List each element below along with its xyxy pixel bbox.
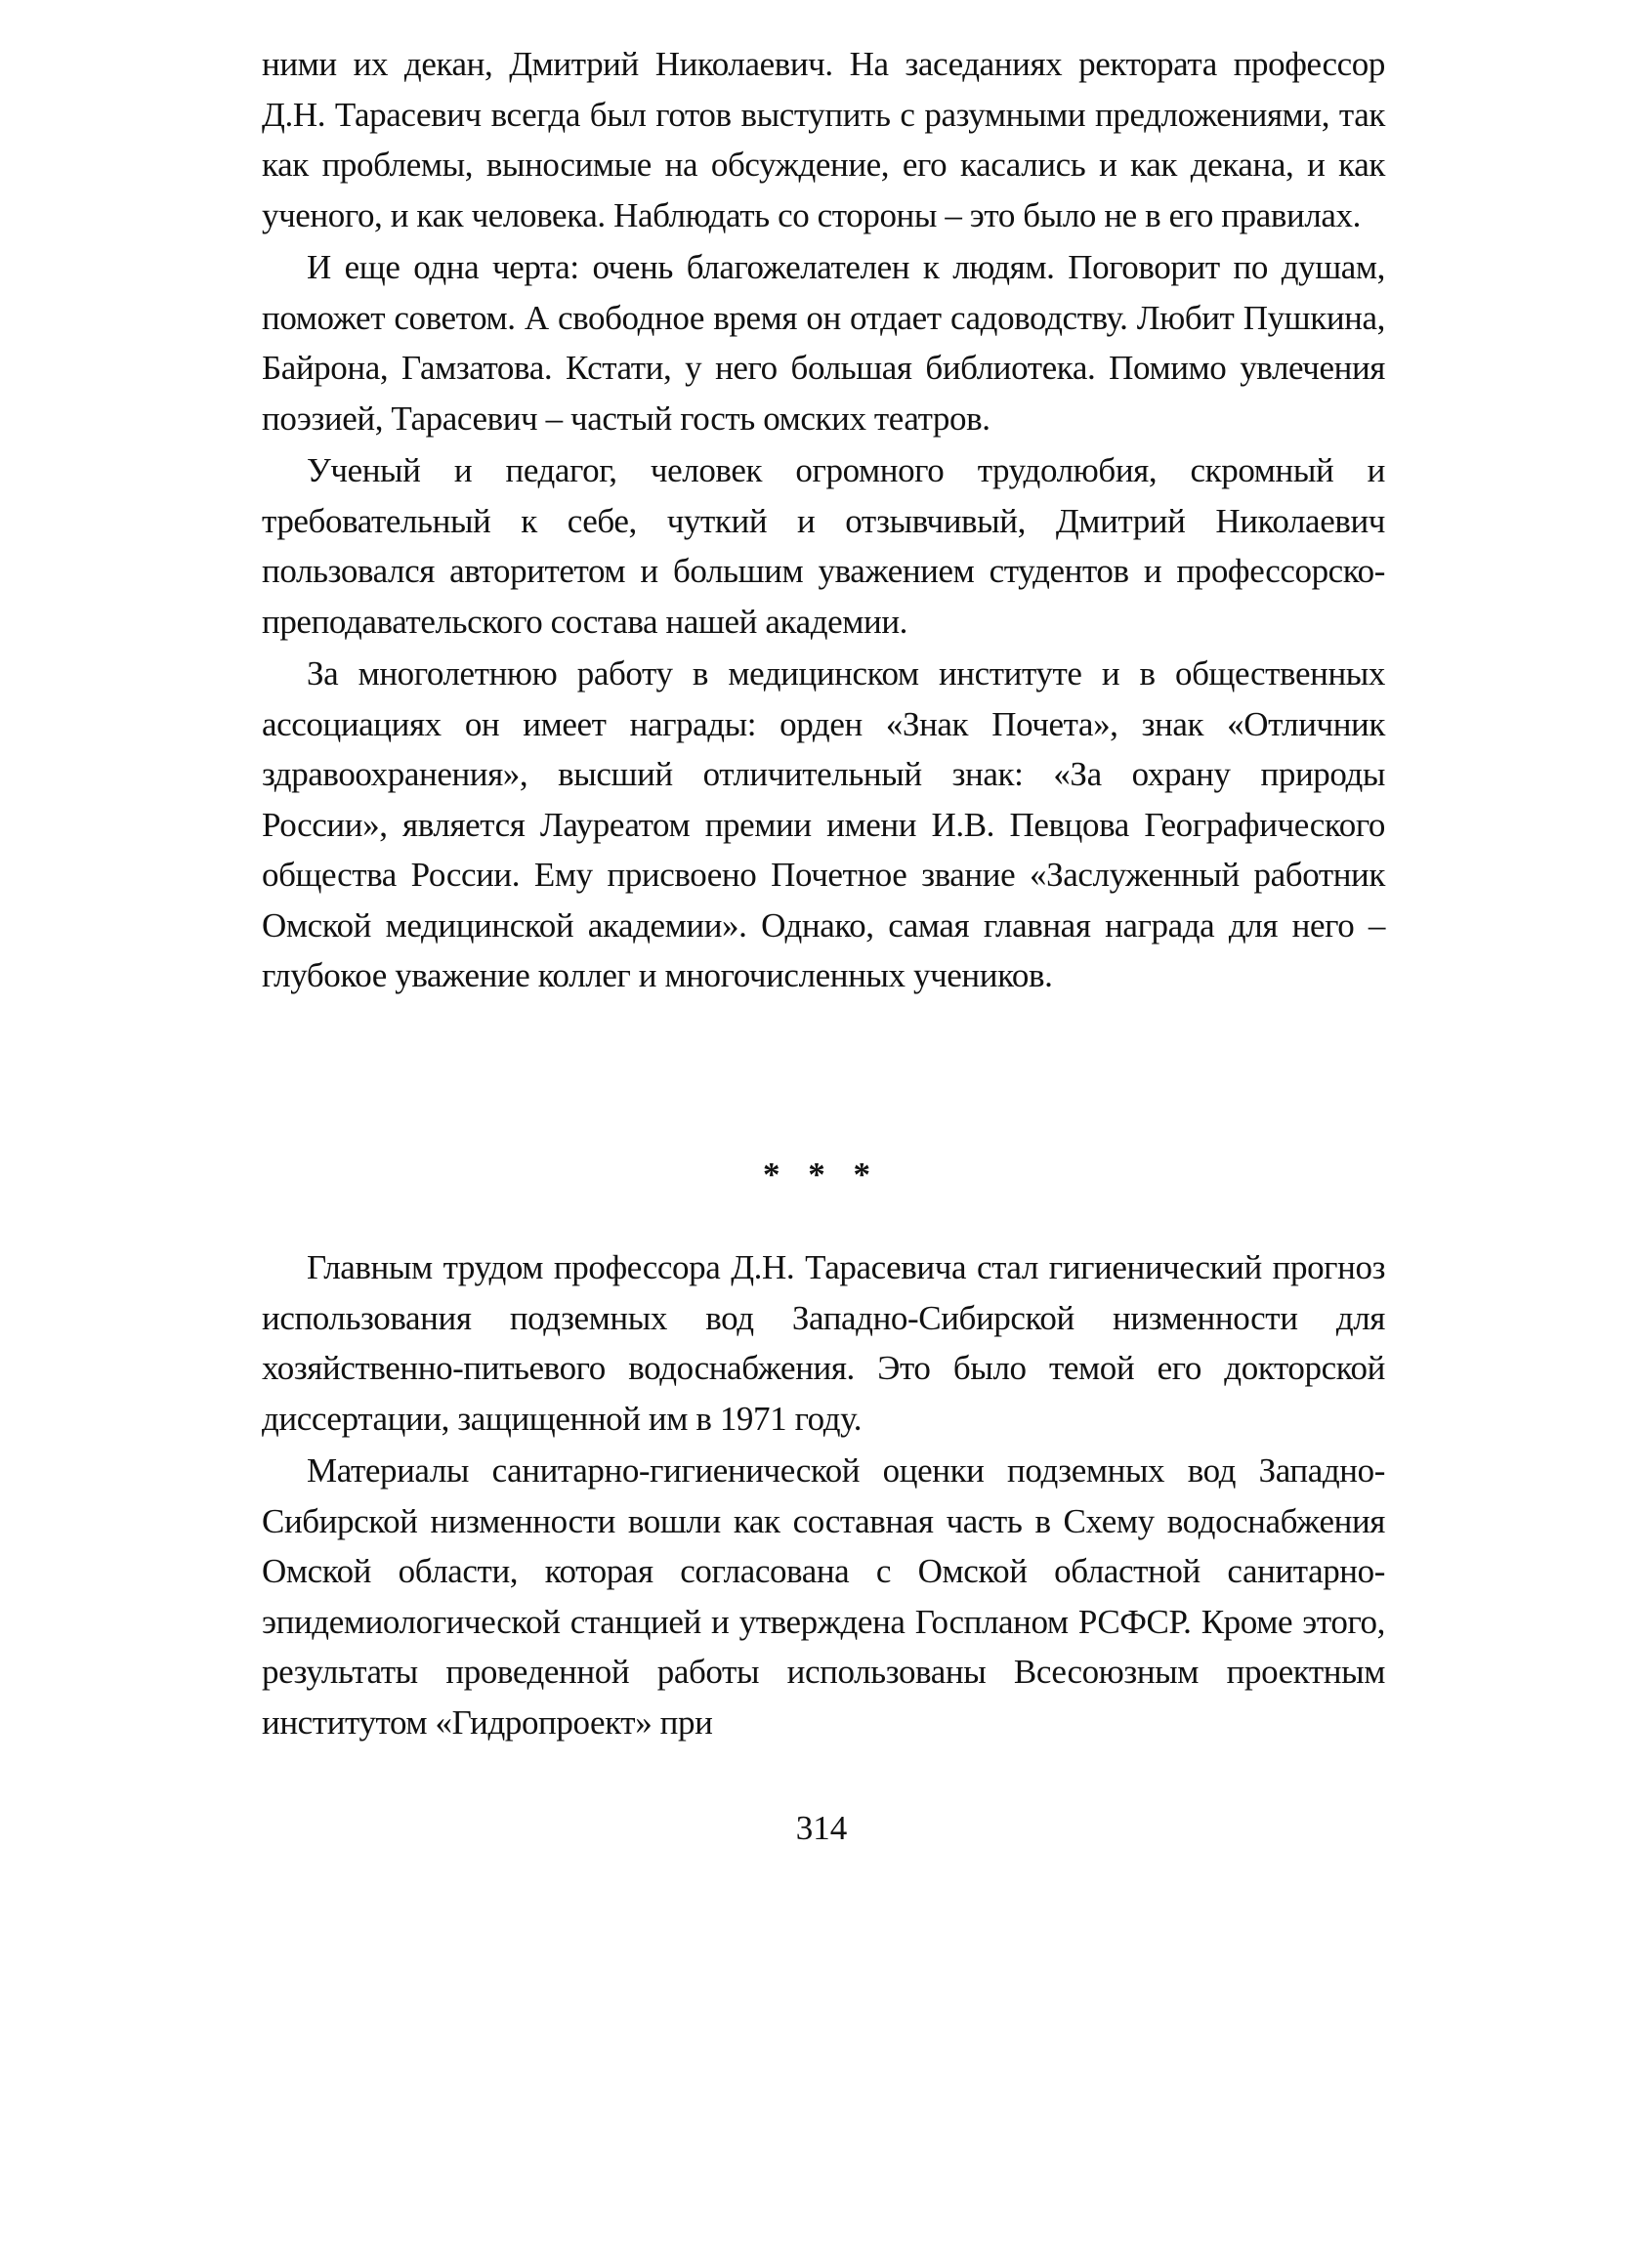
paragraph: За многолетнюю работу в медицинском институте и в общественных ассоциациях он имеет награды: орден «Знак Почета», знак «Отличник здравоохранения», высший отличительный знак: «За охрану природы России», является Лауреатом премии имени И.В. Певцова Географического общества России. Ему присвоено Почетное звание «Заслуженный работник Омской медицинской академии». Однако, самая главная награда для него – глубокое уважение коллег и многочисленных учеников. <box>262 654 1385 994</box>
text-section-top <box>262 39 1385 1003</box>
paragraph: Главным трудом профессора Д.Н. Тарасевича стал гигиенический прогноз использования подземных вод Западно-Сибирской низменности для хозяйственно-питьевого водоснабжения. Это было темой его докторской диссертации, защищенной им в 1971 году. <box>262 1248 1385 1438</box>
paragraph: И еще одна черта: очень благожелателен к людям. Поговорит по душам, поможет советом. А свободное время он отдает садоводству. Любит Пушкина, Байрона, Гамзатова. Кстати, у него большая библиотека. Помимо увлечения поэзией, Тарасевич – частый гость омских театров. <box>262 248 1385 438</box>
paragraph: Материалы санитарно-гигиенической оценки подземных вод Западно-Сибирской низменности вошли как составная часть в Схему водоснабжения Омской области, которая согласована с Омской областной санитарно-эпидемиологической станцией и утверждена Госпланом РСФСР. Кроме этого, результаты проведенной работы использованы Всесоюзным проектным институтом «Гидропроект» при <box>262 1451 1385 1742</box>
paragraph: ними их декан, Дмитрий Николаевич. На заседаниях ректората профессор Д.Н. Тарасевич всегда был готов выступить с разумными предложениями, так как проблемы, выносимые на обсуждение, его касались и как декана, и как ученого, и как человека. Наблюдать со стороны – это было не в его правилах. <box>262 45 1385 234</box>
text-section-bottom <box>262 1242 1385 1749</box>
page-number: 314 <box>795 1809 848 1847</box>
paragraph: Ученый и педагог, человек огромного трудолюбия, скромный и требовательный к себе, чуткий и отзывчивый, Дмитрий Николаевич пользовался авторитетом и большим уважением студентов и профессорско-преподавательского состава нашей академии. <box>262 451 1385 641</box>
section-separator: * * * <box>763 1155 880 1194</box>
